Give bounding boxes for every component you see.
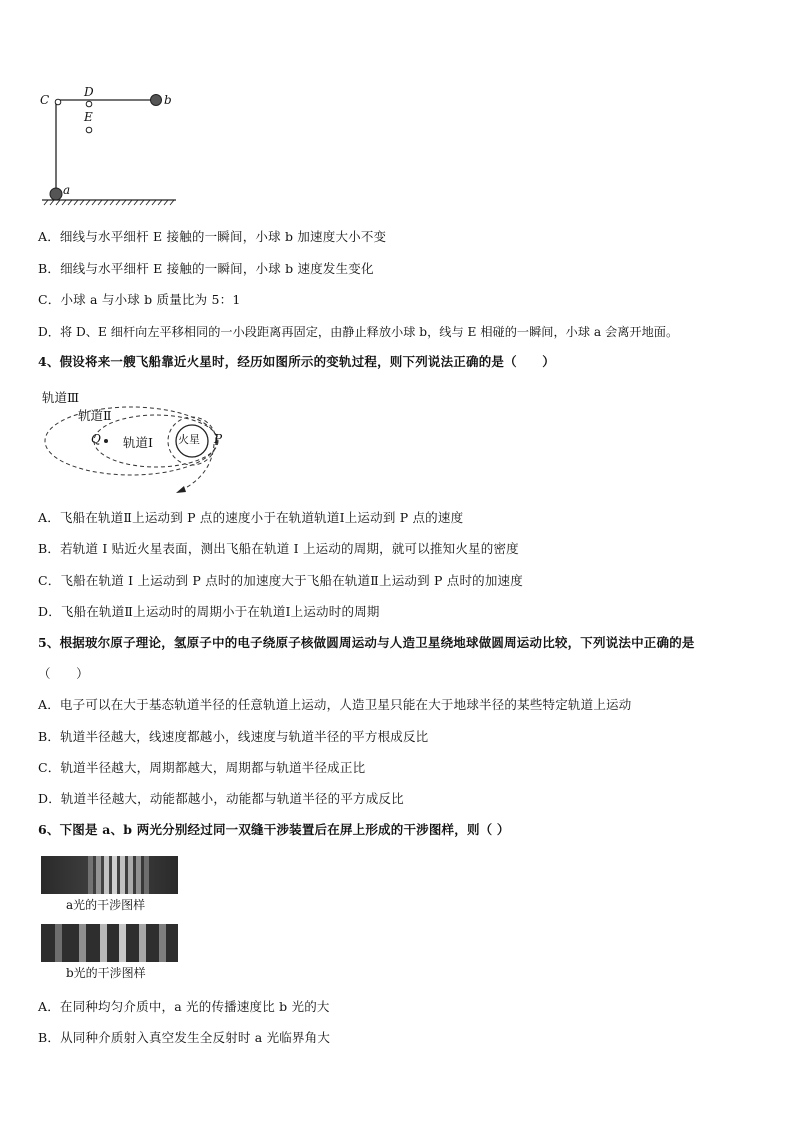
point-q [104, 439, 108, 443]
q6-option-b: B．从同种介质射入真空发生全反射时 a 光临界角大 [38, 1030, 331, 1045]
apparatus-figure [36, 86, 206, 211]
q5-option-b: B．轨道半径越大，线速度都越小，线速度与轨道半径的平方根成反比 [38, 729, 429, 744]
label-orbit-1: 轨道Ⅰ [123, 435, 153, 450]
q3-option-c: C．小球 a 与小球 b 质量比为 5：1 [38, 292, 241, 307]
label-e: E [84, 110, 93, 124]
q3-option-a: A．细线与水平细杆 E 接触的一瞬间，小球 b 加速度大小不变 [38, 229, 387, 244]
q4-option-c: C．飞船在轨道 I 上运动到 P 点时的加速度大于飞船在轨道Ⅱ上运动到 P 点时的加速度 [38, 573, 523, 588]
peg-c [55, 99, 61, 105]
q5-option-c: C．轨道半径越大，周期都越大，周期都与轨道半径成正比 [38, 760, 366, 775]
q5-option-d: D．轨道半径越大，动能都越小，动能都与轨道半径的平方成反比 [38, 791, 404, 806]
q6-stem: 6、下图是 a、b 两光分别经过同一双缝干涉装置后在屏上形成的干涉图样，则（ ） [38, 822, 510, 837]
q5-stem-cont: （ ） [38, 666, 89, 681]
q6-option-a: A．在同种均匀介质中，a 光的传播速度比 b 光的大 [38, 999, 330, 1014]
label-a: a [63, 183, 71, 197]
label-b: b [164, 93, 172, 107]
label-mars: 火星 [178, 433, 200, 446]
label-orbit-3: 轨道Ⅲ [42, 390, 80, 405]
label-q: Q [91, 432, 101, 446]
peg-d [86, 101, 92, 107]
ball-a [50, 188, 62, 200]
label-c: C [40, 93, 50, 107]
arrival-arrow [176, 486, 186, 493]
q4-option-d: D．飞船在轨道Ⅱ上运动时的周期小于在轨道Ⅰ上运动时的周期 [38, 604, 380, 619]
peg-e [86, 127, 92, 133]
label-orbit-2: 轨道Ⅱ [78, 408, 112, 423]
q4-option-b: B．若轨道 I 贴近火星表面，测出飞船在轨道 I 上运动的周期，就可以推知火星的密度 [38, 541, 519, 556]
label-p: P [214, 432, 223, 446]
q3-option-d: D．将 D、E 细杆向左平移相同的一小段距离再固定，由静止释放小球 b，线与 E 相碰的一瞬间，小球 a 会离开地面。 [38, 325, 679, 339]
ball-b [151, 95, 162, 106]
interference-pattern-b [41, 924, 178, 962]
q4-option-a: A．飞船在轨道Ⅱ上运动到 P 点的速度小于在轨道轨道Ⅰ上运动到 P 点的速度 [38, 510, 464, 525]
label-d: D [84, 85, 94, 99]
q5-stem: 5、根据玻尔原子理论，氢原子中的电子绕原子核做圆周运动与人造卫星绕地球做圆周运动比较，下列说法中正确的是 [38, 635, 695, 650]
q4-stem: 4、假设将来一艘飞船靠近火星时，经历如图所示的变轨过程，则下列说法正确的是（ ） [38, 354, 555, 369]
q3-option-b: B．细线与水平细杆 E 接触的一瞬间，小球 b 速度发生变化 [38, 261, 374, 276]
caption-b: b光的干涉图样 [66, 966, 146, 980]
interference-pattern-a [41, 856, 178, 894]
q5-option-a: A．电子可以在大于基态轨道半径的任意轨道上运动，人造卫星只能在大于地球半径的某些特定轨道上运动 [38, 697, 632, 712]
ground-hatch [44, 200, 174, 205]
caption-a: a光的干涉图样 [66, 898, 146, 912]
